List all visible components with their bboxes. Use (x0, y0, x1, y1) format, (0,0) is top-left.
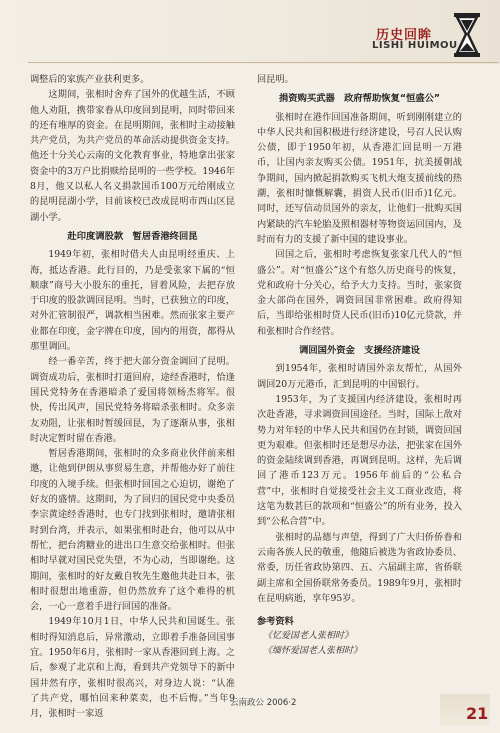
article-column-left (30, 72, 235, 721)
header-rule (28, 62, 498, 63)
paragraph: 经一番辛苦，终于把大部分资金调回了昆明。调资成功后，张相时打道回府，途经香港时，恰逢国民党特务在香港暗杀了爱国将领杨杰将军。很快，传出风声，国民党特务将暗杀张相时。众多亲友劝阻，让张相时暂缓回昆，为了逐渐从事，张相时决定暂时留在香港。 (30, 356, 235, 444)
hourglass-icon (452, 12, 482, 58)
paragraph: 回国之后，张相时考虑恢复张家几代人的“恒盛公”。对“恒盛公”这个有悠久历史商号的恢复，党和政府十分关心，给予大力支持。当时，张家资金大部尚在国外，调资回国非常困难。政府得知后，当即给张相时贷人民币(旧币)10亿元贷款，并和张相时合作经营。 (257, 249, 462, 337)
paragraph: 张相时的品德与声望，得到了广大归侨侨眷和云南各族人民的敬重，他随后被选为省政协委员、常委，历任省政协第四、五、六届副主席，省侨联副主席和全国侨联常务委员。1989年9月，张相时在昆明病逝，享年95岁。 (257, 531, 462, 604)
paragraph: 1949年初，张相时借夫人由昆明经重庆、上海，抵达香港。此行目的，乃是受张家下属的“恒顺康”商号大小股东的重托，冒着风险，去把存放于印度的股款调回昆明。当时，已获独立的印度，对外汇管制很严，调款相当困难。然而张家主要产业都在印度，金字牌在印度，国内的用资，都得从那里调回。 (30, 249, 235, 353)
paragraph: 1949年10月1日，中华人民共和国诞生。张相时得知消息后，异常激动，立即着手准备回国事宜。1950年6月，张相时一家从香港回到上海。之后，参观了北京和上海，看到共产党领导下的新中国井然有序，张相时很高兴，对身边人说：“认准了共产党，哪怕回来种菜卖，也不后悔。”当年9月，张相时一家返 (30, 616, 235, 720)
article-column-right (257, 72, 462, 659)
references-title: 参考资料 (257, 616, 294, 628)
section-subheading: 捐资购买武器 政府帮助恢复“恒盛公” (279, 93, 440, 105)
paragraph: 暂居香港期间，张相时的众多商业伙伴前来相邀，让他到伊朗从事贸易生意，并帮他办好了前往印度的入境手续。但张相时回国之心迫切，谢绝了好友的盛情。这期间，为了回归的国民党中央委员李宗黄途经香港时，也专门找到张相时，邀请张相时到台湾，并表示，如果张相时赴台，他可以从中帮忙，把台湾糖业的进出口生意交给张相时。但张相时早就对国民党失望，不为心动，当即谢绝。这期间，张相时的好友戴自牧先生邀他共赴日本，张相时很想出地重游，但仍然放弃了这个难得的机会，一心一意着手进行回国的准备。 (30, 448, 235, 613)
paragraph: 张相时在港作回国准备期间，听到刚刚建立的中华人民共和国积极进行经济建设，号召人民认购公债，即于1950年初，从香港汇回昆明一万港币，让国内亲友购买公债。1951年，抗美援朝战争期间，国内掀起捐款购买飞机大炮支援前线的热潮，张相时慷慨解囊，捐资人民币(旧币)1亿元。同时，还写信动员国外的亲友，让他们一批购买国内紧缺的汽车轮胎及照相器材等物资运回国内，及时而有力的支援了新中国的建设事业。 (257, 111, 462, 245)
reference-item: 《缅怀爱国老人张相时》 (263, 646, 363, 657)
section-subheading: 赴印度调股款 暂居香港终回昆 (67, 230, 198, 242)
section-title-cn: 历史回眸 (376, 28, 433, 43)
section-title-en: LISHI HUIMOU (372, 40, 458, 51)
paragraph: 回昆明。 (257, 74, 294, 85)
paragraph: 到1954年，张相时请国外亲友帮忙，从国外调回20万元港币，汇到昆明的中国银行。 (257, 363, 462, 390)
page-number: 21 (466, 704, 489, 723)
journal-footer: 云南政公 2006·2 (230, 698, 297, 708)
paragraph: 这期间，张相时舍弃了国外的优越生活，不顾他人劝阻，携带家眷从印度回到昆明，同时带回来的还有堆厚的资金。在昆明期间，张相时主动接触共产党员，为共产党员的革命活动提供资金支持。他还十分关心云南的文化教育事业，特地拿出张家资金中的3万户比捐赎给昆明的一些学校。1946年8月，他又以私人名义捐款国币100万元给刚成立的昆明昆湖小学，目前该校已改成昆明市西山区昆湖小学。 (30, 89, 235, 223)
paragraph: 1953年，为了支援国内经济建设，张相时再次赴香港，寻求调资回国途径。当时，国际上敌对势力对年轻的中华人民共和国仍在封锁，调资回国更为艰难。但张相时还是想尽办法，把张家在国外的资金陆续调到香港，再调到昆明。这样，先后调回了港币123万元。1956年前后的“公私合营”中，张相时自觉接受社会主义工商业改造，将这笔为数甚巨的款项和“恒盛公”的所有业务，投入到“公私合营”中。 (257, 393, 462, 528)
reference-item: 《忆爱国老人张相时》 (263, 631, 354, 642)
section-subheading: 调回国外资金 支援经济建设 (299, 345, 420, 357)
paragraph: 调整后的家族产业获利更多。 (30, 74, 150, 85)
